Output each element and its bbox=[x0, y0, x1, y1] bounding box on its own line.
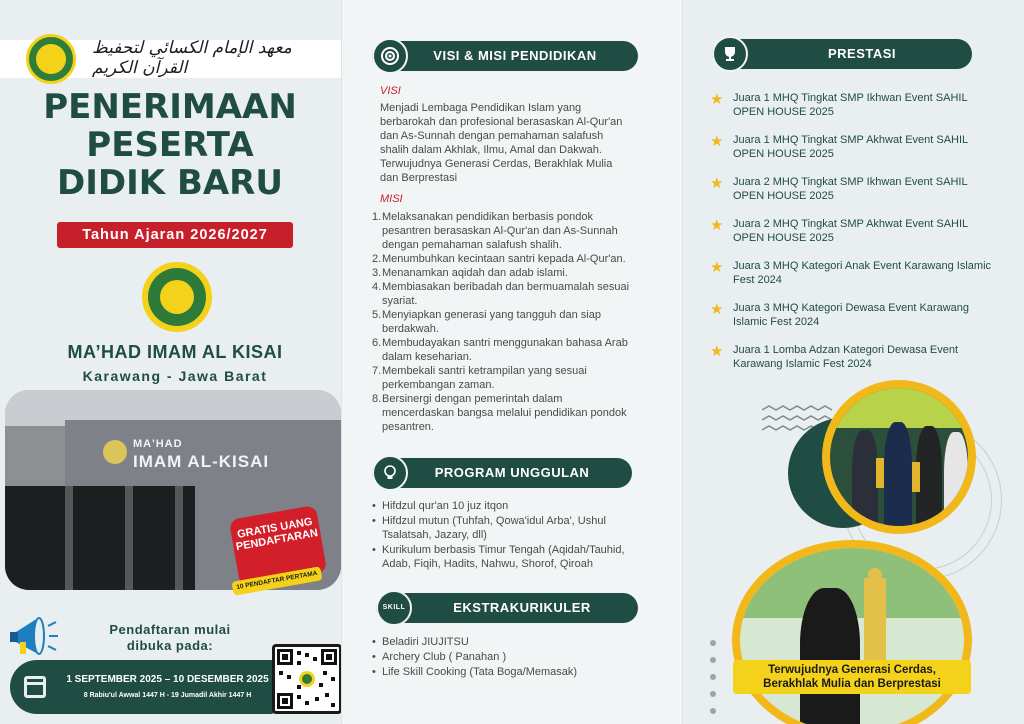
registration-date-range: 1 SEPTEMBER 2025 – 10 DESEMBER 2025 bbox=[66, 674, 269, 685]
achievement-item: ★ Juara 1 MHQ Tingkat SMP Akhwat Event SAHIL OPEN HOUSE 2025 bbox=[710, 133, 968, 160]
date-bar bbox=[10, 660, 275, 714]
ekstra-header bbox=[376, 593, 638, 623]
trophy-icon bbox=[712, 36, 748, 72]
misi-item: 1. Melaksanakan pendidikan berbasis pondok pesantren berasaskan Al-Qur'an dan As-Sunnah dengan pemahaman salafush shalih. bbox=[372, 211, 618, 251]
megaphone-icon bbox=[8, 610, 60, 662]
star-icon: ★ bbox=[710, 343, 724, 360]
misi-item: 8. Bersinergi dengan pemerintah dalam mencerdaskan bangsa melalui pendidikan pondok pesantren. bbox=[372, 393, 627, 433]
misi-item: 3. Menanamkan aqidah dan adab islami. bbox=[372, 267, 568, 279]
ekstra-item: • Beladiri JIUJITSU bbox=[372, 635, 640, 649]
title-line-3: DIDIK BARU bbox=[57, 163, 283, 203]
star-icon: ★ bbox=[710, 91, 724, 108]
title-line-2: PESERTA bbox=[86, 125, 254, 165]
misi-item: 6. Membudayakan santri menggunakan bahasa Arab dalam keseharian. bbox=[372, 337, 628, 363]
building-sign-logo bbox=[103, 440, 127, 464]
achievement-item: ★ Juara 2 MHQ Tingkat SMP Ikhwan Event SAHIL OPEN HOUSE 2025 bbox=[710, 175, 968, 202]
prestasi-header-label: PRESTASI bbox=[827, 46, 897, 61]
institution-logo-small bbox=[26, 34, 76, 84]
visi-text: Menjadi Lembaga Pendidikan Islam yang berbarokah dan profesional berasaskan Al-Qur'an dan As-Sunnah dengan pemahaman salafush shalih dalam Akhlak, Ilmu, Amal dan Dakwah. Terwujudnya Generasi Cerdas, Berakhlak Mulia dan Berprestasi bbox=[380, 102, 623, 184]
misi-list bbox=[372, 210, 634, 434]
ekstra-list bbox=[372, 635, 640, 680]
program-list bbox=[372, 499, 640, 572]
qr-code[interactable] bbox=[272, 644, 342, 714]
achievement-item: ★ Juara 2 MHQ Tingkat SMP Akhwat Event SAHIL OPEN HOUSE 2025 bbox=[710, 217, 968, 244]
star-icon: ★ bbox=[710, 259, 724, 276]
slogan-banner bbox=[733, 660, 971, 694]
misi-item: 2. Menumbuhkan kecintaan santri kepada Al-Qur'an. bbox=[372, 253, 626, 265]
misi-item: 4. Membiasakan beribadah dan bermuamalah sesuai syariat. bbox=[372, 281, 630, 307]
open-text-line-2: dibuka pada: bbox=[126, 638, 214, 653]
free-registration-sub: 10 PENDAFTAR PERTAMA bbox=[231, 566, 322, 595]
misi-item: 7. Membekali santri ketrampilan yang sesuai perkembangan zaman. bbox=[372, 365, 587, 391]
academic-year-badge: Tahun Ajaran 2026/2027 bbox=[57, 222, 293, 248]
visi-misi-header bbox=[372, 41, 638, 71]
institution-logo bbox=[142, 262, 212, 332]
target-icon bbox=[372, 38, 408, 74]
star-icon: ★ bbox=[710, 175, 724, 192]
achievement-item: ★ Juara 1 Lomba Adzan Kategori Dewasa Event Karawang Islamic Fest 2024 bbox=[710, 343, 959, 370]
slogan-line-2: Berakhlak Mulia dan Berprestasi bbox=[763, 678, 941, 690]
star-icon: ★ bbox=[710, 301, 724, 318]
left-panel bbox=[0, 0, 341, 724]
program-header bbox=[372, 458, 632, 488]
registration-open-text bbox=[95, 622, 245, 654]
page-title bbox=[20, 88, 320, 202]
award-photo-2 bbox=[732, 540, 972, 724]
dot-decoration bbox=[710, 640, 720, 724]
ekstra-header-label: EKSTRAKURIKULER bbox=[453, 600, 591, 615]
calendar-icon bbox=[24, 676, 46, 698]
star-icon: ★ bbox=[710, 217, 724, 234]
slogan-line-1: Terwujudnya Generasi Cerdas, bbox=[768, 664, 936, 676]
award-photo-1 bbox=[822, 380, 976, 534]
program-item: • Hifdzul mutun (Tuhfah, Qowa'idul Arba', Ushul Tsalatsah, Jazary, dll) bbox=[372, 514, 640, 542]
building-sign-main: IMAM AL-KISAI bbox=[133, 452, 270, 471]
prestasi-header bbox=[712, 39, 972, 69]
achievement-item: ★ Juara 3 MHQ Kategori Dewasa Event Karawang Islamic Fest 2024 bbox=[710, 301, 970, 328]
misi-label: MISI bbox=[380, 193, 403, 205]
program-item: • Hifdzul qur'an 10 juz itqon bbox=[372, 499, 640, 513]
institution-name: MA’HAD IMAM AL KISAI bbox=[67, 342, 283, 362]
program-item: • Kurikulum berbasis Timur Tengah (Aqidah/Tauhid, Adab, Fiqih, Hadits, Nahwu, Shorof, Qiroah bbox=[372, 543, 640, 571]
arabic-header: معهد الإمام الكسائي لتحفيظ القرآن الكريم bbox=[92, 38, 292, 78]
lightbulb-icon bbox=[372, 455, 408, 491]
hijri-date-range: 8 Rabiu'ul Awwal 1447 H - 19 Jumadil Akhir 1447 H bbox=[83, 692, 252, 699]
achievement-item: ★ Juara 3 MHQ Kategori Anak Event Karawang Islamic Fest 2024 bbox=[710, 259, 992, 286]
misi-item: 5. Menyiapkan generasi yang tangguh dan siap berdakwah. bbox=[372, 309, 601, 335]
title-line-1: PENERIMAAN bbox=[43, 87, 297, 127]
star-icon: ★ bbox=[710, 133, 724, 150]
visi-misi-header-label: VISI & MISI PENDIDIKAN bbox=[433, 48, 597, 63]
skill-icon: SKILL bbox=[376, 590, 412, 626]
free-registration-badge: GRATIS UANG PENDAFTARAN bbox=[229, 505, 327, 587]
visi-label: VISI bbox=[380, 85, 401, 97]
achievement-item: ★ Juara 1 MHQ Tingkat SMP Ikhwan Event SAHIL OPEN HOUSE 2025 bbox=[710, 91, 968, 118]
building-sign-top: MA'HAD bbox=[133, 438, 183, 450]
institution-location: Karawang - Jawa Barat bbox=[82, 368, 268, 384]
open-text-line-1: Pendaftaran mulai bbox=[109, 622, 231, 637]
program-header-label: PROGRAM UNGGULAN bbox=[434, 465, 590, 480]
ekstra-item: • Life Skill Cooking (Tata Boga/Memasak) bbox=[372, 665, 640, 679]
achievement-list bbox=[710, 91, 1000, 385]
ekstra-item: • Archery Club ( Panahan ) bbox=[372, 650, 640, 664]
